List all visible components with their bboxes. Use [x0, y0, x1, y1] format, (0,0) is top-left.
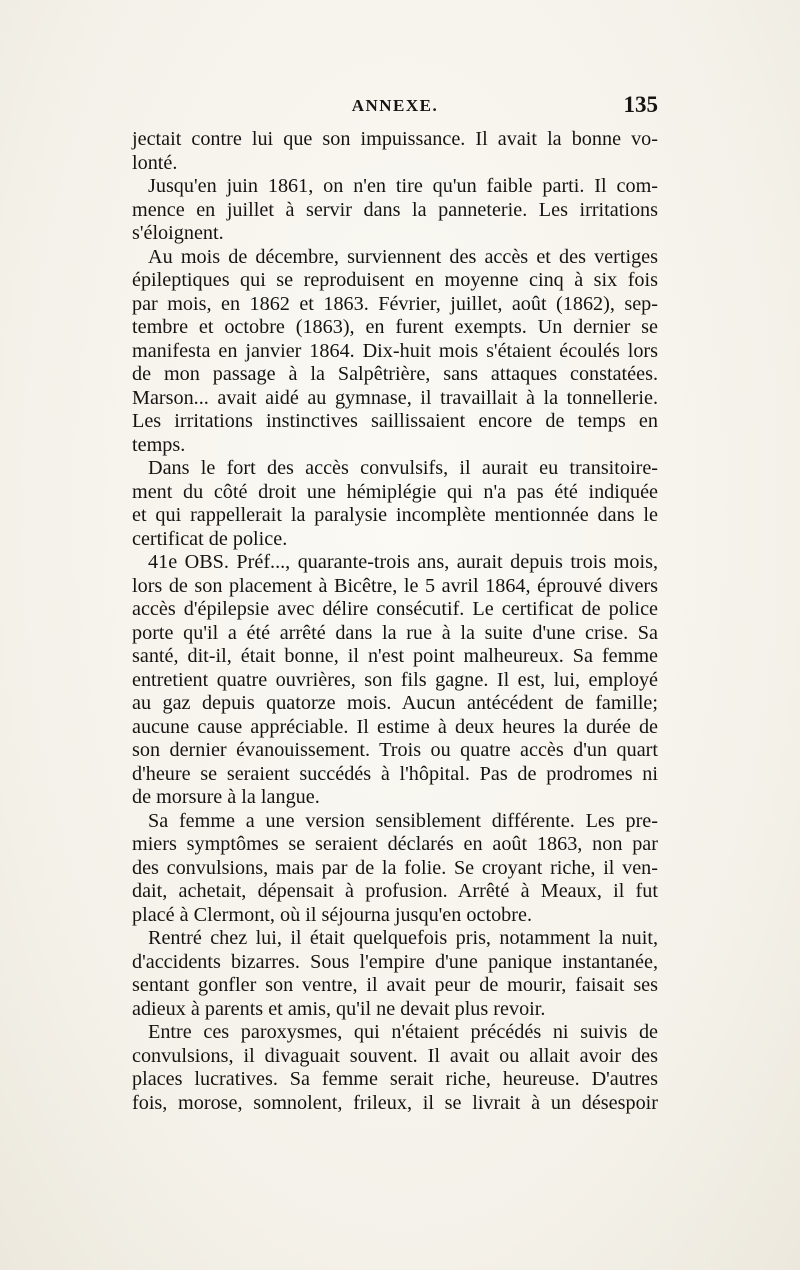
text-line: d'accidents bizarres. Sous l'empire d'une panique instantanée, — [132, 950, 658, 973]
text-line: de morsure à la langue. — [132, 786, 320, 808]
text-line: tembre et octobre (1863), en furent exempts. Un dernier se — [132, 316, 658, 338]
text-line: son dernier évanouissement. Trois ou quatre accès d'un quart — [132, 739, 658, 761]
text-line: lors de son placement à Bicêtre, le 5 avril 1864, éprouvé divers — [132, 574, 658, 597]
text-line: sentant gonfler son ventre, il avait peur de mourir, faisait ses — [132, 974, 658, 996]
paragraph — [132, 810, 658, 928]
paragraph — [132, 246, 658, 458]
text-line: des convulsions, mais par de la folie. Se croyant riche, il ven- — [132, 856, 658, 879]
text-line: Les irritations instinctives saillissaient encore de temps en — [132, 410, 658, 432]
text-line: adieux à parents et amis, qu'il ne devait plus revoir. — [132, 997, 546, 1020]
text-line: miers symptômes se seraient déclarés en août 1863, non par — [132, 833, 658, 855]
text-line: s'éloignent. — [132, 222, 224, 244]
text-line: places lucratives. Sa femme serait riche, heureuse. D'autres — [132, 1068, 658, 1090]
text-line: dait, achetait, dépensait à profusion. Arrêté à Meaux, il fut — [132, 880, 658, 902]
text-line: convulsions, il divaguait souvent. Il avait ou allait avoir des — [132, 1044, 658, 1067]
text-line: jectait contre lui que son impuissance. Il avait la bonne vo- — [132, 128, 658, 150]
text-line: Marson... avait aidé au gymnase, il travaillait à la tonnellerie. — [132, 386, 658, 409]
text-line: ment du côté droit une hémiplégie qui n'a pas été indiquée — [132, 480, 658, 503]
text-line: Dans le fort des accès convulsifs, il aurait eu transitoire- — [148, 457, 658, 479]
text-line: manifesta en janvier 1864. Dix-huit mois s'étaient écoulés lors — [132, 339, 658, 362]
text-line: Au mois de décembre, surviennent des accès et des vertiges — [148, 245, 658, 268]
paragraph — [132, 551, 658, 810]
text-line: par mois, en 1862 et 1863. Février, juillet, août (1862), sep- — [132, 292, 658, 315]
text-line: aucune cause appréciable. Il estime à deux heures la durée de — [132, 715, 658, 738]
text-line: placé à Clermont, où il séjourna jusqu'en octobre. — [132, 903, 532, 926]
text-line: et qui rappellerait la paralysie incomplète mentionnée dans le — [132, 504, 658, 526]
text-line: fois, morose, somnolent, frileux, il se livrait à un désespoir — [132, 1091, 658, 1114]
text-line: entretient quatre ouvrières, son fils gagne. Il est, lui, employé — [132, 668, 658, 691]
body-text — [132, 128, 658, 1115]
text-line: accès d'épilepsie avec délire consécutif. Le certificat de police — [132, 598, 658, 620]
text-line: Sa femme a une version sensiblement différente. Les pre- — [148, 809, 658, 832]
text-line: certificat de police. — [132, 527, 288, 550]
running-title: ANNEXE. — [351, 96, 439, 115]
text-line: Jusqu'en juin 1861, on n'en tire qu'un faible parti. Il com- — [148, 175, 658, 197]
text-line: Rentré chez lui, il était quelquefois pris, notamment la nuit, — [148, 927, 658, 949]
text-line: de mon passage à la Salpêtrière, sans attaques constatées. — [132, 363, 658, 385]
text-line: épileptiques qui se reproduisent en moyenne cinq à six fois — [132, 269, 658, 291]
page-number: 135 — [623, 92, 658, 117]
paragraph — [132, 175, 658, 246]
paragraph — [132, 1021, 658, 1115]
text-line: porte qu'il a été arrêté dans la rue à la suite d'une crise. Sa — [132, 621, 658, 644]
text-line: d'heure se seraient succédés à l'hôpital. Pas de prodromes ni — [132, 762, 658, 785]
page-header — [132, 92, 658, 122]
text-line: 41e OBS. Préf..., quarante-trois ans, aurait depuis trois mois, — [148, 551, 658, 573]
text-line: mence en juillet à servir dans la panneterie. Les irritations — [132, 198, 658, 221]
text-line: au gaz depuis quatorze mois. Aucun antécédent de famille; — [132, 692, 658, 714]
paragraph — [132, 457, 658, 551]
text-line: Entre ces paroxysmes, qui n'étaient précédés ni suivis de — [148, 1021, 658, 1043]
paragraph — [132, 128, 658, 175]
text-line: temps. — [132, 433, 186, 456]
text-line: santé, dit-il, était bonne, il n'est point malheureux. Sa femme — [132, 645, 658, 667]
paragraph — [132, 927, 658, 1021]
text-line: lonté. — [132, 151, 178, 174]
